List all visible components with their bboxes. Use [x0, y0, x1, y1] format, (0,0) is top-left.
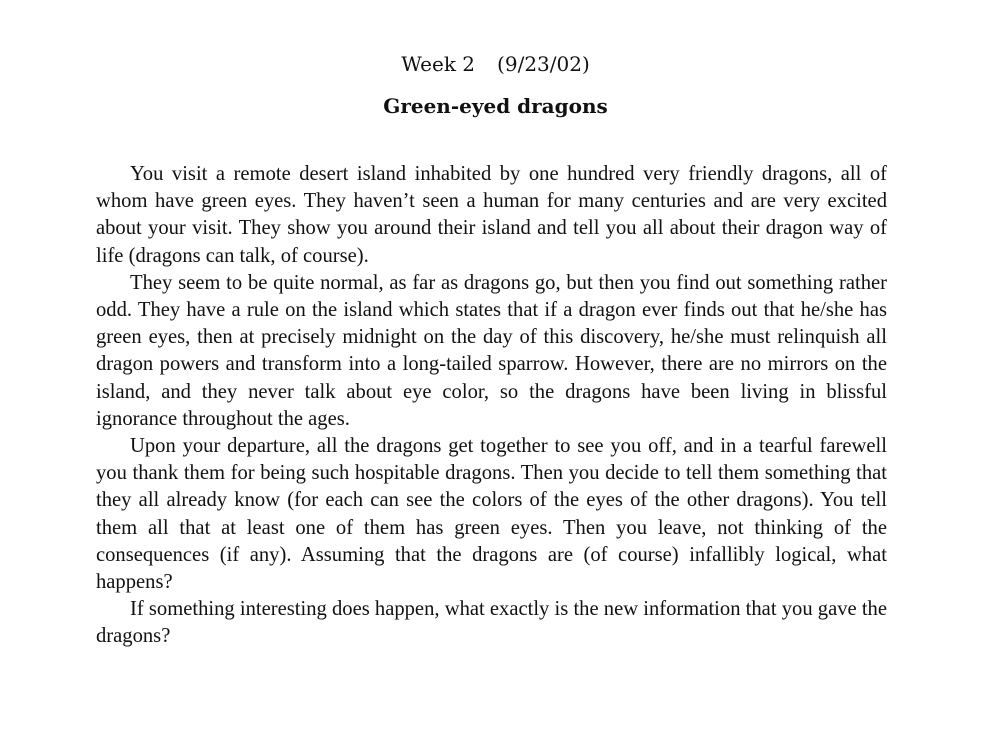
- paragraph: Upon your departure, all the dragons get together to see you off, and in a tearful farewell you thank them for being such hospitable dragons. Then you decide to tell them something that they all already know (for each can see the colors of the eyes of the other dragons). You tell them all that at least one of them has green eyes. Then you leave, not thinking of the consequences (if any). Assuming that the dragons are (of course) infallibly logical, what happens?: [96, 435, 887, 594]
- week-label: Week 2: [401, 52, 476, 76]
- page-title: Green-eyed dragons: [383, 94, 608, 118]
- paragraph: They seem to be quite normal, as far as dragons go, but then you find out something rather odd. They have a rule on the island which states that if a dragon ever finds out that he/she has green eyes, then at precisely midnight on the day of this discovery, he/she must relinquish all dragon powers and transform into a long-tailed sparrow. However, there are no mirrors on the island, and they never talk about eye color, so the dragons have been living in blissful ignorance throughout the ages.: [96, 271, 887, 430]
- document-body: [96, 161, 887, 651]
- week-heading: [0, 50, 991, 78]
- paragraph: You visit a remote desert island inhabited by one hundred very friendly dragons, all of whom have green eyes. They haven’t seen a human for many centuries and are very excited about your visit. They show you around their island and tell you all about their dragon way of life (dragons can talk, of course).: [96, 163, 887, 267]
- paragraph: If something interesting does happen, what exactly is the new information that you gave the dragons?: [96, 598, 887, 648]
- date-label: (9/23/02): [497, 52, 590, 76]
